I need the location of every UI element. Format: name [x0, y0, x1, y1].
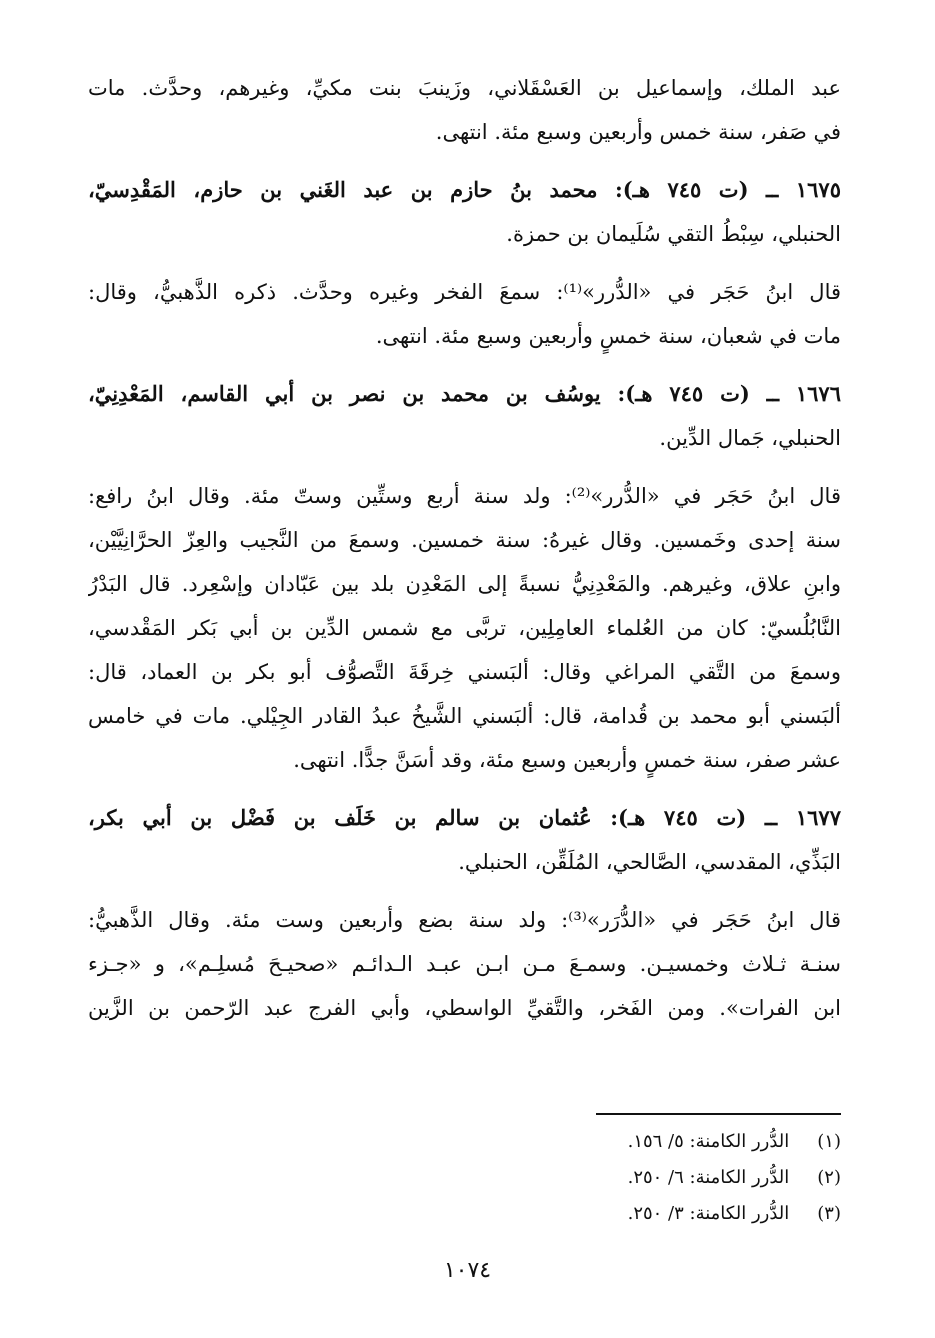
footnote	[441, 1160, 841, 1196]
text-line: قال ابنُ حَجَر في «الدُّرر»⁽²⁾: ولد سنة أربع وستِّين وستّ مئة. وقال ابنُ رافع:	[88, 484, 841, 508]
text-line: البَذِّي، المقدسي، الصَّالحي، المُلَقِّن، الحنبلي.	[458, 850, 841, 874]
footnote-text: الدُّرر الكامنة: ٥/ ١٥٦.	[627, 1131, 790, 1152]
footnote-number: (٢)	[817, 1167, 841, 1188]
text-line: وابنِ علاق، وغيرهم. والمَعْدِنِيُّ نسبةً إلى المَعْدِن بلد بين عَبّادان وإسْعِرد. قال البَدْرُ	[88, 572, 841, 596]
entry-heading-1676	[88, 372, 841, 460]
paragraph-continuation	[88, 66, 841, 154]
entry-heading-1675	[88, 168, 841, 256]
footnote	[441, 1196, 841, 1232]
footnote-text: الدُّرر الكامنة: ٣/ ٢٥٠.	[627, 1203, 790, 1224]
entry-body-1677	[88, 898, 841, 1030]
text-line: الحنبلي، سِبْطُ التقي سُلَيمان بن حمزة.	[506, 222, 841, 246]
footnotes	[441, 1124, 841, 1232]
footnote-number: (٣)	[817, 1203, 841, 1224]
entry-heading-1677	[88, 796, 841, 884]
text-line: وسمعَ من التَّقي المراغي وقال: ألبَسني خِرقَةَ التَّصوُّف أبو بكر بن العماد، قال:	[88, 660, 841, 684]
entry-body-1675	[88, 270, 841, 358]
footnote-number: (١)	[817, 1131, 841, 1152]
text-line: سنـة ثـلاث وخمسيـن. وسمـعَ مـن ابـن عبـد الـدائـم «صحيـحَ مُسلِـم»، و «جـزء	[88, 952, 841, 976]
footnote-separator	[596, 1113, 841, 1115]
text-line: قال ابنُ حَجَر في «الدُّرر»⁽¹⁾: سمعَ الفخر وغيره وحدَّث. ذكره الذَّهبيُّ، وقال:	[88, 280, 841, 304]
footnote-text: الدُّرر الكامنة: ٦/ ٢٥٠.	[627, 1167, 790, 1188]
text-line: في صَفر، سنة خمس وأربعين وسبع مئة. انتهى.	[435, 120, 841, 144]
text-line: عشر صفر، سنة خمسٍ وأربعين وسبع مئة، وقد أسَنَّ جدًّا. انتهى.	[293, 748, 841, 772]
text-line: قال ابنُ حَجَر في «الدُّرَر»⁽³⁾: ولد سنة بضع وأربعين وست مئة. وقال الذَّهبيُّ:	[88, 908, 841, 932]
text-line: ١٦٧٥ ــ (ت ٧٤٥ هـ): محمد بنُ حازم بن عبد الغَني بن حازم، المَقْدِسيّ،	[88, 177, 841, 202]
text-line: ١٦٧٦ ــ (ت ٧٤٥ هـ): يوسُف بن محمد بن نصر بن أبي القاسم، المَعْدِنِيّ،	[88, 381, 841, 406]
entry-body-1676	[88, 474, 841, 782]
text-line: النَّابُلُسيّ: كان من العُلماء العامِلِين، تربَّى مع شمس الدِّين بن أبي بَكر المَقْدسي،	[88, 616, 841, 640]
text-line: سنة إحدى وخَمسين. وقال غيرهُ: سنة خمسين. وسمعَ من النَّجيب والعِزّ الحرَّانِيَّيْن،	[88, 528, 841, 552]
text-line: ألبَسني أبو محمد بن قُدامة، قال: ألبَسني الشَّيخُ عبدُ القادر الجِيْلي. مات في خامس	[88, 704, 841, 728]
text-line: ابن الفرات». ومن الفَخر، والتَّقيِّ الواسطي، وأبي الفرج عبد الرّحمن بن الزَّين	[88, 996, 841, 1020]
text-line: الحنبلي، جَمال الدِّين.	[659, 426, 841, 450]
text-line: عبد الملك، وإسماعيل بن العَسْقَلاني، وزَينبَ بنت مكيِّ، وغيرهم، وحدَّث. مات	[88, 76, 841, 100]
text-line: ١٦٧٧ ــ (ت ٧٤٥ هـ): عُثمان بن سالم بن خَلَف بن فَضْل بن أبي بكر،	[88, 805, 841, 830]
page-number: ١٠٧٤	[443, 1258, 492, 1283]
footnote	[441, 1124, 841, 1160]
text-line: مات في شعبان، سنة خمسٍ وأربعين وسبع مئة. انتهى.	[375, 324, 841, 348]
